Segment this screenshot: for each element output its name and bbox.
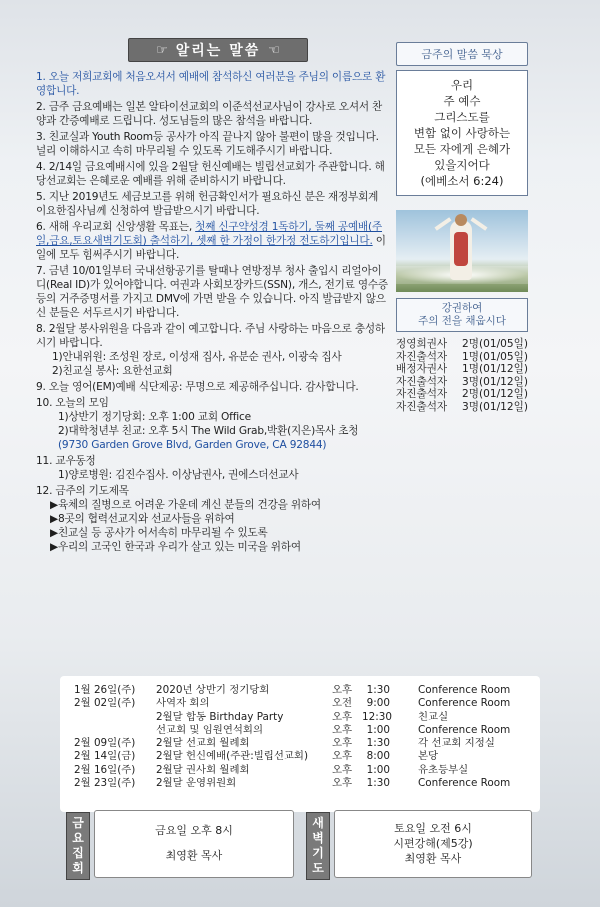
schedule-row (60, 697, 540, 710)
schedule-time: 9:00 (366, 697, 390, 710)
evangelism-count: 1명(01/05일) (461, 350, 528, 363)
notice-6-lead: 6. 새해 우리교회 신앙생활 목표는, (36, 221, 196, 233)
notice-6 (36, 220, 391, 262)
schedule-time: 1:00 (366, 723, 390, 736)
jesus-ascension-image (396, 210, 528, 292)
schedule-place: Conference Room (418, 723, 511, 736)
evangelism-row (396, 363, 528, 376)
schedule-ampm: 오후 (332, 763, 353, 776)
evangelism-name: 정영희권사 (396, 338, 448, 350)
prayer-item: ▶우리의 고국인 한국과 우리가 살고 있는 미국을 위하여 (50, 541, 301, 553)
prayer-item: ▶8곳의 협력선교지와 선교사들을 위하여 (50, 513, 235, 525)
notice-10 (36, 396, 391, 452)
notice-1: 1. 오늘 저희교회에 처음오셔서 예배에 참석하신 여러분을 주님의 이름으로 환영합니다. (36, 71, 386, 97)
notice-10-meeting-2: 2)대학청년부 친교: 오후 5시 The Wild Grab,박환(지은)목사 초청 (58, 425, 359, 437)
schedule-place: 본당 (418, 750, 439, 763)
verse-box (396, 70, 528, 196)
verse-line: 주 예수 (443, 94, 481, 108)
label-char: 금 (72, 816, 84, 830)
right-column (396, 42, 528, 413)
pointing-hand-right-icon: ☞ (156, 42, 168, 58)
evangelism-name: 자진출석자 (396, 400, 448, 413)
schedule-time: 1:30 (366, 737, 390, 750)
evangelism-row (396, 388, 528, 401)
schedule-place: Conference Room (418, 697, 511, 710)
schedule-date: 2월 16일(주) (74, 763, 136, 776)
evangelism-name: 자진출석자 (396, 350, 448, 363)
evangelism-title (396, 298, 528, 332)
verse-line: 있을지어다 (434, 158, 490, 172)
evangelism-count: 3명(01/12일) (461, 375, 528, 388)
evangelism-title-line-2: 주의 전을 채웁시다 (418, 315, 506, 327)
verse-line: 우리 (450, 78, 474, 92)
prayer-item: ▶육체의 질병으로 어려운 가운데 계신 분들의 건강을 위하여 (50, 499, 321, 511)
notice-6-tail: 이 일에 모두 힘써주시기 바랍니다. (36, 235, 386, 261)
schedule-place: Conference Room (418, 684, 511, 696)
schedule-ampm: 오후 (332, 710, 353, 723)
schedule-date: 2월 14일(금) (74, 750, 136, 763)
notice-6-goals: 첫째 신구약성경 1독하기, 둘째 공예배(주일,금요,토요새벽기도회) 출석하기, 셋째 한 가정이 한가정 전도하기입니다. (36, 221, 383, 247)
label-char: 집 (72, 846, 84, 860)
notice-10-address: (9730 Garden Grove Blvd, Garden Grove, CA 92844) (58, 439, 327, 451)
schedule-date: 1월 26일(주) (74, 684, 136, 696)
friday-meeting-box (94, 810, 294, 878)
figure-arm-left (434, 217, 451, 231)
schedule-event: 2월달 권사회 월례회 (156, 763, 250, 776)
schedule-ampm: 오후 (332, 723, 353, 736)
evangelism-count: 3명(01/12일) (461, 400, 528, 413)
notice-11 (36, 454, 391, 482)
label-char: 기 (312, 846, 324, 860)
notices-list (36, 70, 391, 556)
schedule-ampm: 오후 (332, 737, 353, 750)
schedule-time: 1:00 (366, 763, 390, 776)
figure-robe (454, 232, 468, 266)
evangelism-list (396, 338, 528, 413)
figure-head (455, 214, 467, 226)
notices-title: 알리는 말씀 (175, 43, 261, 59)
dawn-prayer-detail: 시편강해(제5강) (393, 837, 473, 850)
dawn-prayer-time: 토요일 오전 6시 (394, 822, 472, 835)
label-char: 요 (72, 831, 84, 845)
prayer-item: ▶친교실 등 공사가 어서속히 마무리될 수 있도록 (50, 527, 268, 539)
label-char: 새 (312, 816, 324, 830)
schedule-event: 선교회 및 임원연석회의 (156, 723, 263, 736)
notice-12-title: 12. 금주의 기도제목 (36, 485, 129, 497)
evangelism-name: 배정자권사 (396, 363, 448, 375)
schedule-event: 2월달 합동 Birthday Party (156, 710, 284, 723)
evangelism-row (396, 351, 528, 364)
dawn-prayer-label (306, 812, 330, 880)
schedule-row (60, 750, 540, 763)
notice-8-fellowship: 2)친교실 봉사: 요한선교회 (52, 365, 173, 377)
schedule-ampm: 오후 (332, 684, 353, 696)
notice-10-title: 10. 오늘의 모임 (36, 397, 109, 409)
schedule-time: 1:30 (366, 777, 390, 790)
schedule-date: 2월 23일(주) (74, 777, 136, 790)
schedule-time: 8:00 (366, 750, 390, 763)
evangelism-count: 1명(01/12일) (461, 363, 528, 375)
verse-line: 모든 자에게 은혜가 (413, 142, 511, 156)
schedule-date: 2월 09일(주) (74, 737, 136, 750)
evangelism-title-line-1: 강권하여 (441, 302, 483, 314)
verse-reference: (에베소서 6:24) (420, 174, 504, 188)
schedule-table (60, 676, 540, 812)
schedule-row (60, 684, 540, 697)
notice-8-ushers: 1)안내위원: 조성원 장로, 이성재 집사, 유분순 권사, 이광숙 집사 (52, 351, 342, 363)
schedule-place: 각 선교회 지정실 (418, 737, 495, 750)
notice-12 (36, 484, 391, 554)
notices-banner (128, 38, 308, 62)
notice-11-title: 11. 교우동정 (36, 455, 96, 467)
verse-line: 그리스도를 (434, 110, 490, 124)
dawn-prayer-leader: 최영환 목사 (404, 852, 462, 865)
label-char: 회 (72, 861, 84, 875)
notice-3: 3. 친교실과 Youth Room등 공사가 아직 끝나지 않아 불편이 많을 것입니다. 널리 이해하시고 속히 마무리될 수 있도록 기도해주시기 바랍니다. (36, 131, 379, 157)
evangelism-row (396, 338, 528, 351)
friday-meeting-label (66, 812, 90, 880)
schedule-time: 12:30 (362, 710, 392, 723)
notice-7: 7. 금년 10/01일부터 국내선항공기를 탈때나 연방정부 청사 출입시 리얼아이디(Real ID)가 있어야합니다. 여권과 사회보장카드(SSN), 개스, 전기료 영수증 등의 거주증명서를 가지고 DMV에 가면 받을 수 있습니다. 아직 발급받지 않으신 분들은 서두르시기 바랍니다. (36, 265, 388, 319)
schedule-place: Conference Room (418, 777, 511, 790)
schedule-row (60, 764, 540, 777)
evangelism-count: 2명(01/12일) (461, 388, 528, 400)
notice-9: 9. 오늘 영어(EM)예배 식단제공: 무명으로 제공해주십니다. 감사합니다. (36, 381, 359, 393)
schedule-ampm: 오후 (332, 777, 353, 790)
notice-8-text: 8. 2월달 봉사위원을 다음과 같이 예고합니다. 주님 사랑하는 마음으로 충성하시기 바랍니다. (36, 323, 385, 349)
notice-11-hospital: 1)양로병원: 김진수집사. 이상남권사, 권에스더선교사 (58, 469, 299, 481)
schedule-row (60, 711, 540, 724)
schedule-event: 2월달 운영위원회 (156, 777, 237, 790)
label-char: 벽 (312, 831, 324, 845)
notice-4: 4. 2/14일 금요예배시에 있을 2월달 헌신예배는 빌립선교회가 주관합니다. 해당선교회는 은혜로운 예배를 위해 준비하시기 바랍니다. (36, 161, 385, 187)
schedule-row (60, 737, 540, 750)
verse-title: 금주의 말씀 묵상 (396, 42, 528, 66)
schedule-event: 2월달 선교회 월례회 (156, 737, 250, 750)
schedule-ampm: 오전 (332, 697, 353, 710)
schedule-place: 친교실 (418, 710, 449, 723)
notice-8 (36, 322, 391, 378)
schedule-time: 1:30 (366, 684, 390, 696)
schedule-event: 2월달 헌신예배(주관:빌립선교회) (156, 750, 309, 763)
schedule-row (60, 724, 540, 737)
notice-10-meeting-1: 1)상반기 정기당회: 오후 1:00 교회 Office (58, 411, 251, 423)
figure-arm-right (470, 217, 487, 231)
evangelism-name: 자진출석자 (396, 375, 448, 388)
verse-line: 변함 없이 사랑하는 (413, 126, 511, 140)
label-char: 도 (312, 861, 324, 875)
friday-meeting-leader: 최영환 목사 (165, 849, 223, 862)
evangelism-name: 자진출석자 (396, 388, 448, 400)
schedule-event: 2020년 상반기 정기당회 (156, 684, 270, 696)
schedule-row (60, 777, 540, 790)
evangelism-row (396, 401, 528, 414)
evangelism-row (396, 376, 528, 389)
notice-2: 2. 금주 금요예배는 일본 알타이선교회의 이준석선교사님이 강사로 오셔서 찬양과 간증예배로 드립니다. 성도님들의 많은 참석을 바랍니다. (36, 101, 383, 127)
schedule-place: 유초등부실 (418, 763, 469, 776)
pointing-hand-left-icon: ☜ (268, 42, 280, 58)
friday-meeting-time: 금요일 오후 8시 (155, 824, 233, 837)
schedule-ampm: 오후 (332, 750, 353, 763)
evangelism-count: 2명(01/05일) (461, 338, 528, 350)
notice-5: 5. 지난 2019년도 세금보고를 위해 헌금확인서가 필요하신 분은 재정부회계 이요한집사님께 신청하여 발급받으시기 바랍니다. (36, 191, 379, 217)
schedule-event: 사역자 회의 (156, 697, 210, 710)
dawn-prayer-box (334, 810, 532, 878)
schedule-date: 2월 02일(주) (74, 697, 136, 710)
